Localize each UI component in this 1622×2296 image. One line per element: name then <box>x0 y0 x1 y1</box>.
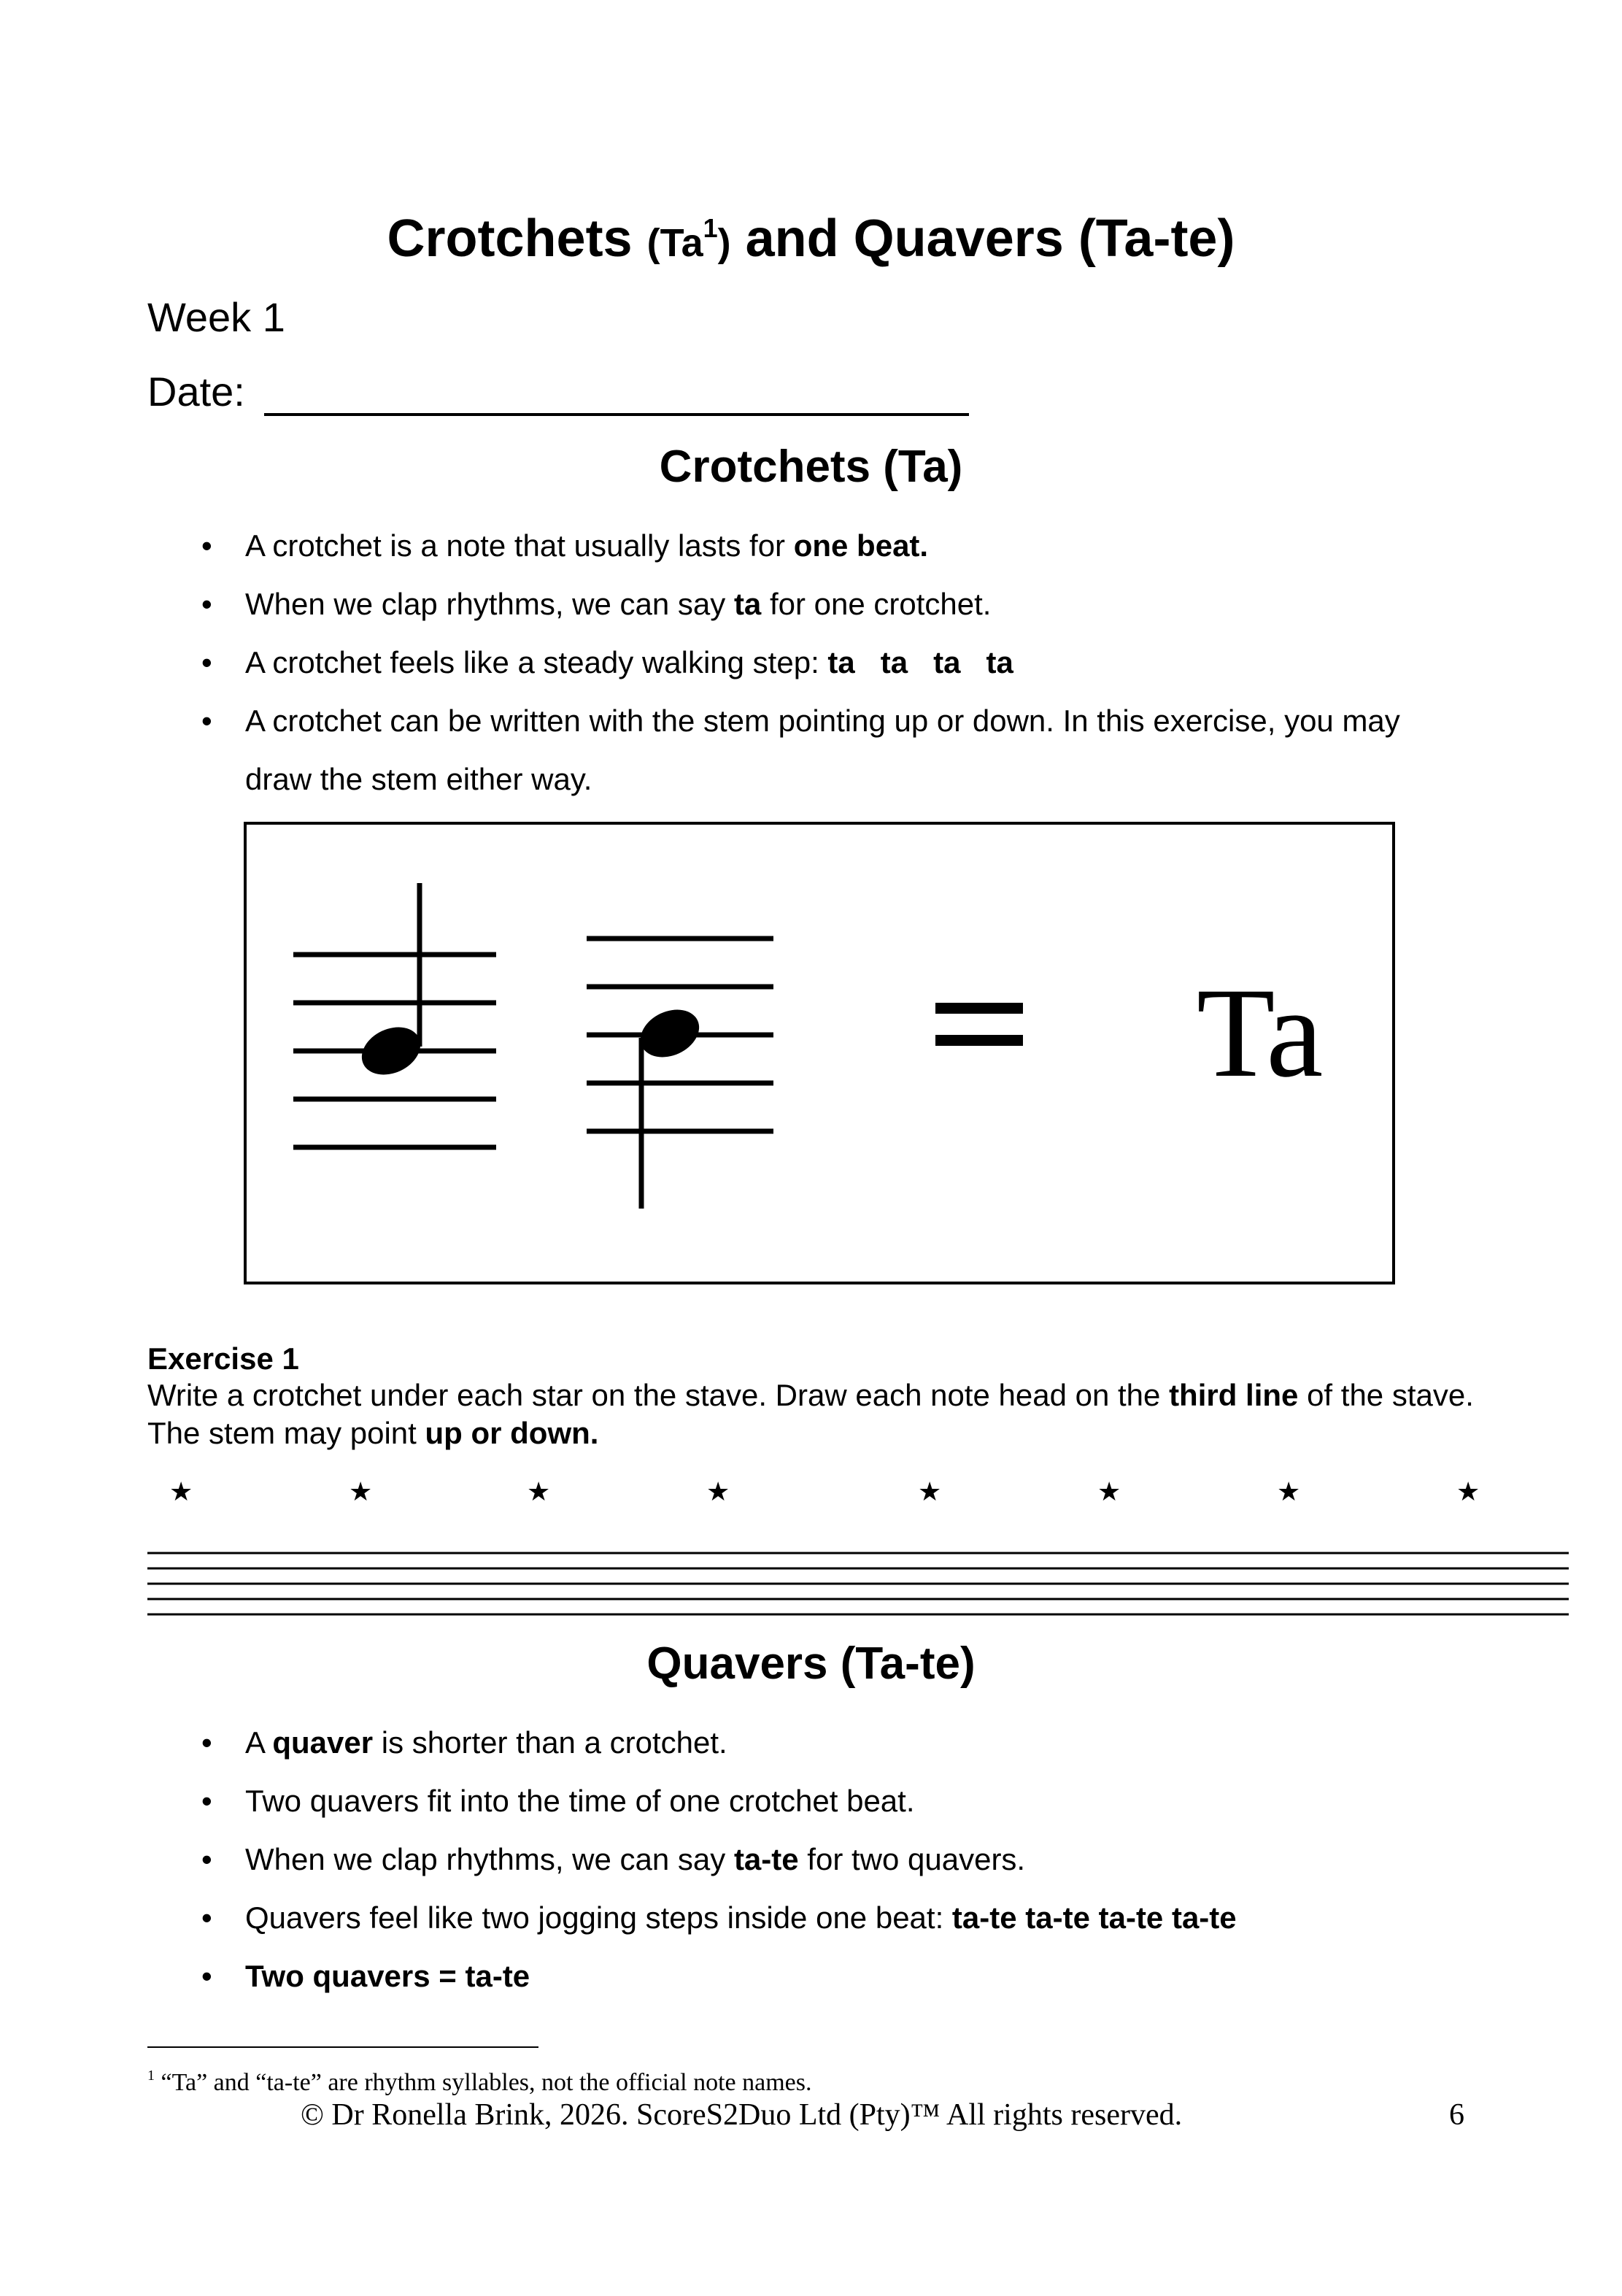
bullet-item <box>0 1714 1413 1772</box>
equals-sign-icon <box>932 1000 1027 1051</box>
text-segment: Two quavers = ta-te <box>245 1959 530 1993</box>
footnote-number: 1 <box>147 2068 155 2084</box>
text-segment: for one crotchet. <box>761 587 992 621</box>
page-number: 6 <box>1449 2098 1464 2132</box>
bullet-item <box>0 517 1413 575</box>
text-segment: ta <box>733 587 762 621</box>
text-segment: ta ta ta ta <box>827 645 1013 679</box>
bullet-icon: • <box>201 645 212 679</box>
title-paren-close: ) <box>717 221 731 265</box>
text-segment: is shorter than a crotchet. <box>373 1725 727 1760</box>
star-icon: ★ <box>706 1476 730 1506</box>
text-segment: third line <box>1169 1378 1299 1412</box>
footnote-divider <box>147 2046 538 2048</box>
quavers-bullet-list <box>0 1714 1413 2006</box>
text-segment: A crotchet feels like a steady walking step: <box>245 645 828 679</box>
title-paren-open: (Ta <box>646 221 703 265</box>
text-segment: Quavers feel like two jogging steps inside one beat: <box>245 1900 952 1935</box>
title-rest: and Quavers (Ta-te) <box>730 209 1235 268</box>
text-segment: Write a crotchet under each star on the stave. Draw each note head on the <box>147 1378 1170 1412</box>
bullet-icon: • <box>201 1784 212 1818</box>
crotchet-stem-up-icon <box>354 883 428 1084</box>
bullet-icon: • <box>201 587 212 621</box>
bullet-item <box>0 633 1413 692</box>
bullet-item <box>0 1830 1413 1889</box>
text-segment: for two quavers. <box>798 1842 1026 1876</box>
bullet-icon: • <box>201 1842 212 1876</box>
week-label: Week 1 <box>147 294 285 340</box>
bullet-icon: • <box>201 704 212 738</box>
exercise-title: Exercise 1 <box>147 1341 299 1376</box>
bullet-item <box>0 575 1413 633</box>
star-icon: ★ <box>918 1476 942 1506</box>
star-icon: ★ <box>1097 1476 1121 1506</box>
text-segment: ta-te <box>733 1842 799 1876</box>
crotchet-stem-down-icon <box>633 1001 706 1209</box>
text-segment: Two quavers fit into the time of one crotchet beat. <box>245 1784 915 1818</box>
star-icon: ★ <box>1277 1476 1301 1506</box>
exercise-stave[interactable] <box>147 1547 1570 1620</box>
text-segment: one beat. <box>793 528 929 563</box>
star-icon: ★ <box>169 1476 193 1506</box>
crotchet-notes-figure <box>277 868 803 1219</box>
footnote-text: “Ta” and “ta-te” are rhythm syllables, not the official note names. <box>155 2069 812 2096</box>
footnote-ref: 1 <box>703 213 718 243</box>
footnote <box>147 2060 811 2099</box>
ta-syllable: Ta <box>1197 962 1324 1104</box>
date-blank-line[interactable] <box>264 413 969 416</box>
text-segment: When we clap rhythms, we can say <box>245 587 734 621</box>
copyright-notice: © Dr Ronella Brink, 2026. ScoreS2Duo Ltd (Pty)™ All rights reserved. <box>301 2098 1183 2132</box>
exercise-instructions <box>147 1376 1505 1452</box>
star-icon: ★ <box>1456 1476 1480 1506</box>
quavers-heading: Quavers (Ta-te) <box>646 1638 976 1689</box>
text-segment: quaver <box>272 1725 374 1760</box>
bullet-item <box>0 1947 1413 2006</box>
bullet-item <box>0 1889 1413 1947</box>
date-label: Date: <box>147 369 245 415</box>
text-segment: When we clap rhythms, we can say <box>245 1842 734 1876</box>
bullet-icon: • <box>201 528 212 563</box>
text-segment: A crotchet can be written with the stem pointing up or down. In this exercise, you may draw the stem either way. <box>245 704 1409 796</box>
star-icon: ★ <box>527 1476 551 1506</box>
page-title <box>0 196 1622 276</box>
crotchets-heading: Crotchets (Ta) <box>659 442 963 492</box>
bullet-icon: • <box>201 1725 212 1760</box>
text-segment: A <box>245 1725 273 1760</box>
text-segment: A crotchet is a note that usually lasts for <box>245 528 794 563</box>
crotchets-bullet-list <box>0 517 1413 809</box>
text-segment: of the stave. The stem may point <box>147 1378 1482 1450</box>
bullet-icon: • <box>201 1900 212 1935</box>
bullet-item <box>0 692 1413 809</box>
title-main: Crotchets <box>387 209 633 268</box>
bullet-item <box>0 1772 1413 1830</box>
star-icon: ★ <box>349 1476 373 1506</box>
text-segment: up or down. <box>425 1416 599 1450</box>
text-segment: ta-te ta-te ta-te ta-te <box>951 1900 1237 1935</box>
bullet-icon: • <box>201 1959 212 1993</box>
